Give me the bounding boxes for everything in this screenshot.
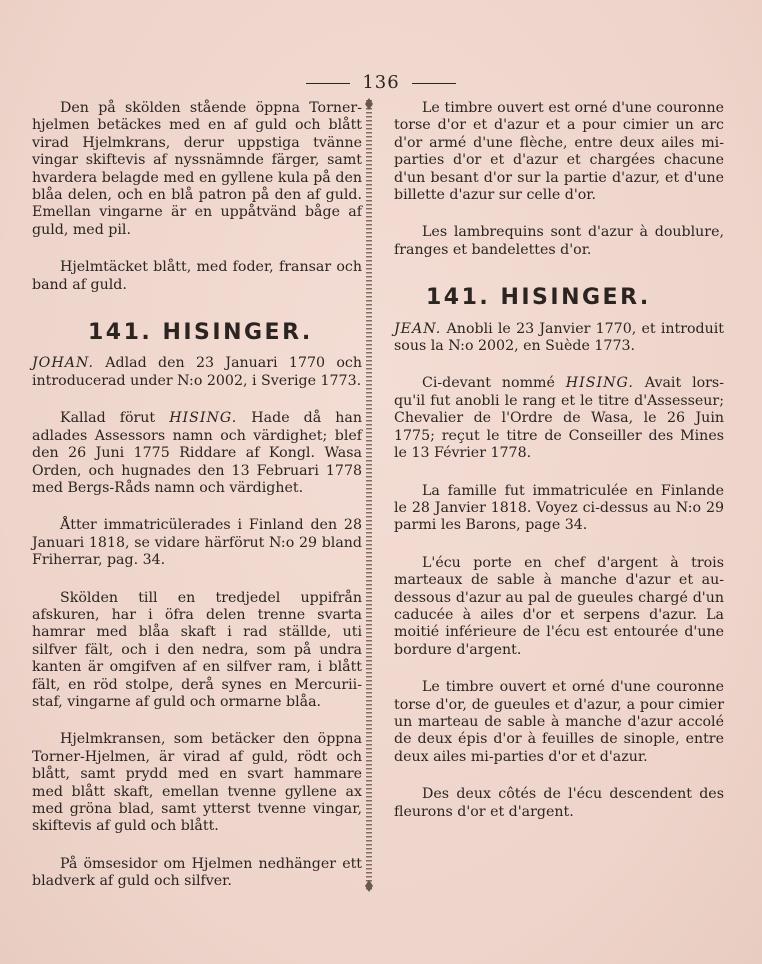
- french-ennoblement-text: Anobli le 23 Janvier 1770, et introduit sous la N:o 2002, en Suède 1773.: [394, 320, 724, 355]
- page-number-dash-right: [412, 83, 456, 84]
- swedish-crest-paragraph: Hjelmkransen, som betäcker den öppna Torner-Hjelmen, är virad af guld, rödt och blått, samt prydd med en svart hammare med blått skaft, emellan tvenne gyllene ax med gröna blad, samt ytterst tvenne vingar, skiftevis af guld och blått.: [32, 731, 362, 835]
- page-number-dash-left: [306, 83, 350, 84]
- french-former-name: HISING.: [565, 375, 634, 392]
- swedish-career-text: Hade då han adlades Assessors namn och värdighet; blef den 26 Juni 1775 Riddare af Kongl. Wasa Orden, och hugnades den 13 Februari 1778 med Bergs-Råds namn och värdighet.: [32, 410, 362, 496]
- swedish-ennoblement-paragraph: [32, 355, 362, 390]
- page-number-header: [0, 72, 762, 93]
- french-section-heading: 141. HISINGER.: [426, 285, 651, 311]
- french-foliage-paragraph: Des deux côtés de l'écu descendent des fleurons d'or et d'argent.: [394, 786, 724, 820]
- french-ennoblement-paragraph: [394, 321, 724, 356]
- swedish-person-name: JOHAN.: [32, 355, 94, 372]
- french-shield-paragraph: L'écu porte en chef d'argent à trois marteaux de sable à manche d'azur et au-dessous d'azur au pal de gueules chargé d'un caducée à ailes d'or et serpens d'azur. La moitié inférieure de l'écu est entourée d'une bordure d'argent.: [394, 554, 724, 658]
- french-crest-paragraph: Le timbre ouvert et orné d'une couronne torse d'or, de gueules et d'azur, a pour cimier un marteau de sable à manche d'azur accolé de deux épis d'or à feuilles de sinople, entre deux ailes mi-parties d'or et d'azur.: [394, 679, 724, 765]
- page-number: 136: [362, 72, 400, 93]
- swedish-former-name-prefix: Kallad förut: [60, 410, 170, 427]
- swedish-shield-paragraph: Skölden till en tredjedel uppifrån afskuren, har i öfra delen trenne svarta hamrar med blåa skaft i rad ställde, uti silfver fält, och i den nedra, som på undra kanten är omgifven af en silfver ram, i blått fält, en röd stolpe, derå synes en Mercurii-staf, vingarne af guld och ormarne blåa.: [32, 589, 362, 710]
- swedish-column: [32, 100, 362, 911]
- column-divider-ornament: [362, 100, 376, 890]
- french-career-text: Avait lors-qu'il fut anobli le rang et le titre d'Assesseur; Chevalier de l'Ordre de Wasa, le 26 Juin 1775; reçut le titre de Conseiller des Mines le 13 Février 1778.: [394, 375, 725, 462]
- french-former-name-prefix: Ci-devant nommé: [422, 375, 566, 392]
- swedish-former-name-paragraph: [32, 410, 362, 497]
- french-person-name: JEAN.: [394, 320, 442, 337]
- swedish-mantling-paragraph: Hjelmtäcket blått, med foder, fransar och band af guld.: [32, 259, 362, 293]
- french-mantling-paragraph: Les lambrequins sont d'azur à doublure, franges et bandelettes d'or.: [394, 224, 724, 258]
- french-column: [394, 100, 724, 841]
- swedish-ennoblement-text: Adlad den 23 Januari 1770 och introducerad under N:o 2002, i Sverige 1773.: [32, 355, 362, 389]
- swedish-foliage-paragraph: På ömsesidor om Hjelmen nedhänger ett bladverk af guld och silfver.: [32, 855, 362, 890]
- swedish-former-name: HISING.: [169, 410, 238, 427]
- french-finland-paragraph: La famille fut immatriculée en Finlande le 28 Janvier 1818. Voyez ci-dessus au N:o 29 parmi les Barons, page 34.: [394, 482, 724, 534]
- french-former-name-paragraph: [394, 375, 724, 462]
- swedish-section-heading: 141. HISINGER.: [88, 320, 313, 346]
- swedish-finland-paragraph: Åtter immatricülerades i Finland den 28 Januari 1818, se vidare härförut N:o 29 bland Friherrar, pag. 34.: [32, 517, 362, 569]
- swedish-helmet-paragraph: Den på skölden stående öppna Torner-hjelmen betäckes med en af guld och blått virad Hjelmkrans, derur uppstiga tvänne vingar skiftevis af nyssnämnde färger, samt hvardera belagde med en gyllene kula på den blåa delen, och en blå patron på den af guld. Emellan vingarne är en uppåtvänd båge af guld, med pil.: [32, 100, 362, 238]
- french-helmet-paragraph: Le timbre ouvert est orné d'une couronne torse d'or et d'azur et a pour cimier un arc d'or armé d'une flèche, entre deux ailes mi-parties d'or et d'azur et chargées chacune d'un besant d'or sur la partie d'azur, et d'une billette d'azur sur celle d'or.: [394, 100, 724, 204]
